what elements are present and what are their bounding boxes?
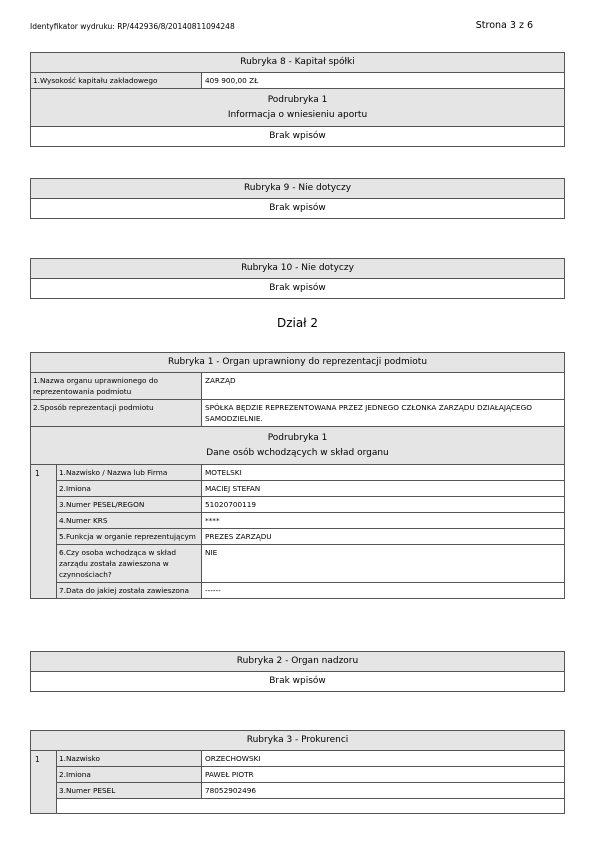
- entry-fields: [57, 465, 564, 598]
- section-d2-rubryka-1: [30, 352, 565, 599]
- no-entries-text: Brak wpisów: [30, 127, 565, 147]
- first-names-row: [57, 766, 564, 782]
- no-entries-text: Brak wpisów: [30, 199, 565, 219]
- suspended-row: [57, 544, 564, 582]
- section-title: Rubryka 10 - Nie dotyczy: [30, 258, 565, 279]
- page-number: Strona 3 z 6: [475, 20, 533, 31]
- section-title: Rubryka 1 - Organ uprawniony do reprezentacji podmiotu: [30, 352, 565, 373]
- section-title: Rubryka 2 - Organ nadzoru: [30, 651, 565, 672]
- section-title: Rubryka 8 - Kapitał spółki: [30, 52, 565, 73]
- section-d2-rubryka-2: [30, 651, 565, 692]
- field-value: ****: [202, 513, 564, 528]
- section-d2-rubryka-3: [30, 730, 565, 814]
- capital-row: [30, 73, 565, 89]
- field-value: MOTELSKI: [202, 465, 564, 480]
- field-value: 51020700119: [202, 497, 564, 512]
- field-label: 3.Numer PESEL: [57, 783, 202, 798]
- subsection-number: Podrubryka 1: [267, 95, 328, 105]
- suspension-date-row: [57, 582, 564, 598]
- surname-row: [57, 751, 564, 766]
- field-label: 1.Nazwa organu uprawnionego do reprezentowania podmiotu: [31, 373, 202, 399]
- section-title: Rubryka 9 - Nie dotyczy: [30, 178, 565, 199]
- function-row: [57, 528, 564, 544]
- representation-method-row: [30, 400, 565, 427]
- field-label: 4.Numer KRS: [57, 513, 202, 528]
- division-heading: Dział 2: [276, 316, 319, 330]
- subsection-name: Informacja o wniesieniu aportu: [227, 110, 368, 120]
- subsection-title: [30, 89, 565, 127]
- section-title: Rubryka 3 - Prokurenci: [30, 730, 565, 751]
- field-label: 5.Funkcja w organie reprezentującym: [57, 529, 202, 544]
- field-label: 2.Sposób reprezentacji podmiotu: [31, 400, 202, 426]
- subsection-name: Dane osób wchodzących w skład organu: [206, 448, 389, 458]
- surname-row: [57, 465, 564, 480]
- field-value: SPÓŁKA BĘDZIE REPREZENTOWANA PRZEZ JEDNEGO CZŁONKA ZARZĄDU DZIAŁAJĄCEGO SAMODZIELNIE.: [202, 400, 564, 426]
- krs-number-row: [57, 512, 564, 528]
- field-value: ZARZĄD: [202, 373, 564, 399]
- organ-name-row: [30, 373, 565, 400]
- field-value: PREZES ZARZĄDU: [202, 529, 564, 544]
- entry-number: 1: [31, 465, 57, 598]
- section-rubryka-8: [30, 52, 565, 147]
- field-value: ORZECHOWSKI: [202, 751, 564, 766]
- first-names-row: [57, 480, 564, 496]
- pesel-regon-row: [57, 496, 564, 512]
- field-value: PAWEŁ PIOTR: [202, 767, 564, 782]
- field-label: 3.Numer PESEL/REGON: [57, 497, 202, 512]
- field-value: MACIEJ STEFAN: [202, 481, 564, 496]
- no-entries-text: Brak wpisów: [30, 672, 565, 692]
- subsection-number: Podrubryka 1: [267, 433, 328, 443]
- field-label: 7.Data do jakiej została zawieszona: [57, 583, 202, 598]
- entry-fields: [57, 751, 564, 813]
- field-value: ------: [202, 583, 564, 598]
- field-label: 6.Czy osoba wchodząca w skład zarządu została zawieszona w czynnościach?: [57, 545, 202, 582]
- section-rubryka-10: [30, 258, 565, 299]
- field-value: 409 900,00 ZŁ: [202, 73, 564, 88]
- field-label: 1.Wysokość kapitału zakładowego: [31, 73, 202, 88]
- entry-number: 1: [31, 751, 57, 813]
- pesel-row: [57, 782, 564, 799]
- field-label: 2.Imiona: [57, 767, 202, 782]
- field-value: NIE: [202, 545, 564, 582]
- field-label: 1.Nazwisko: [57, 751, 202, 766]
- person-entry: [30, 465, 565, 599]
- section-rubryka-9: [30, 178, 565, 219]
- no-entries-text: Brak wpisów: [30, 279, 565, 299]
- field-value: 78052902496: [202, 783, 564, 798]
- subsection-title: [30, 427, 565, 465]
- field-label: 2.Imiona: [57, 481, 202, 496]
- print-identifier: Identyfikator wydruku: RP/442936/8/20140811094248: [30, 22, 235, 31]
- proxy-entry: [30, 751, 565, 814]
- field-label: 1.Nazwisko / Nazwa lub Firma: [57, 465, 202, 480]
